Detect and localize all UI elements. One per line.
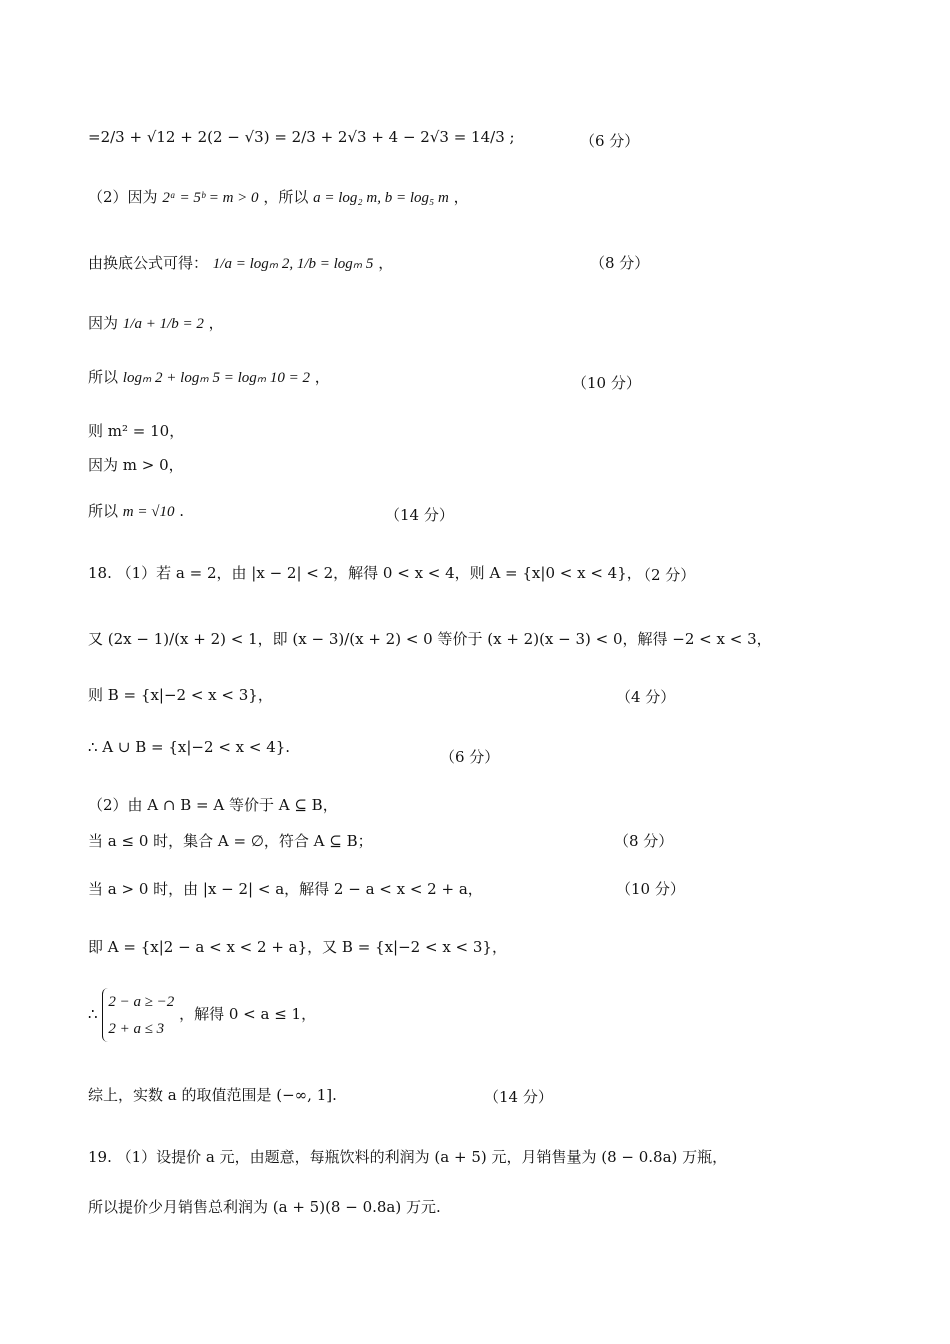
line-8-prefix: 所以 bbox=[88, 502, 119, 520]
text-line-7: 因为 m > 0， bbox=[88, 456, 184, 474]
score-2: （2 分） bbox=[636, 566, 696, 584]
text-line-9: 18. （1）若 a = 2，由 |x − 2| < 2，解得 0 < x < 4，则 A = {x|0 < x < 4}， bbox=[88, 564, 642, 582]
line-8-equation: m = √10 bbox=[122, 504, 175, 520]
line-4-equation: 1/a + 1/b = 2 bbox=[122, 316, 204, 332]
text-line-10: 又 (2x − 1)/(x + 2) < 1，即 (x − 3)/(x + 2) < 0 等价于 (x + 2)(x − 3) < 0，解得 −2 < x < 3， bbox=[88, 630, 772, 648]
text-line-11: 则 B = {x|−2 < x < 3}， bbox=[88, 686, 273, 704]
line-2-equation: 2ᵃ = 5ᵇ = m > 0 bbox=[162, 190, 259, 206]
line-8-end: . bbox=[179, 502, 185, 520]
text-line-17 bbox=[88, 988, 316, 1042]
text-line-6: 则 m² = 10， bbox=[88, 422, 185, 440]
inequality-system bbox=[102, 988, 174, 1042]
line-5-equation: logₘ 2 + logₘ 5 = logₘ 10 = 2 bbox=[122, 370, 310, 386]
text-line-8 bbox=[88, 500, 184, 523]
text-line-3 bbox=[88, 252, 393, 275]
text-line-2 bbox=[88, 186, 469, 209]
line-4-prefix: 因为 bbox=[88, 314, 119, 332]
text-line-16: 即 A = {x|2 − a < x < 2 + a}，又 B = {x|−2 < x < 3}， bbox=[88, 938, 507, 956]
score-6: （6 分） bbox=[580, 132, 640, 150]
score-10: （10 分） bbox=[572, 374, 641, 392]
therefore-symbol: ∴ bbox=[88, 1005, 98, 1023]
score-8b: （8 分） bbox=[614, 832, 674, 850]
line-5-end: ， bbox=[314, 368, 330, 386]
text-line-15: 当 a > 0 时，由 |x − 2| < a，解得 2 − a < x < 2 + a， bbox=[88, 880, 483, 898]
line-5-prefix: 所以 bbox=[88, 368, 119, 386]
line-2-prefix: （2）因为 bbox=[88, 188, 158, 206]
score-6b: （6 分） bbox=[440, 748, 500, 766]
text-line-4 bbox=[88, 312, 224, 335]
line-3-equation: 1/a = logₘ 2, 1/b = logₘ 5 bbox=[212, 256, 374, 272]
line-3-end: ， bbox=[378, 254, 394, 272]
score-8: （8 分） bbox=[590, 254, 650, 272]
score-10b: （10 分） bbox=[616, 880, 685, 898]
text-line-14: 当 a ≤ 0 时，集合 A = ∅，符合 A ⊆ B； bbox=[88, 832, 373, 850]
text-line-13: （2）由 A ∩ B = A 等价于 A ⊆ B， bbox=[88, 796, 338, 814]
equation-line-1: =2/3 + √12 + 2(2 − √3) = 2/3 + 2√3 + 4 − 2√3 = 14/3 ; bbox=[88, 128, 515, 146]
inequality-2: 2 + a ≤ 3 bbox=[108, 1021, 165, 1037]
text-line-19: 19. （1）设提价 a 元，由题意，每瓶饮料的利润为 (a + 5) 元，月销售量为 (8 − 0.8a) 万瓶， bbox=[88, 1148, 728, 1166]
line-2-mid: ，所以 bbox=[263, 188, 309, 206]
score-14b: （14 分） bbox=[484, 1088, 553, 1106]
score-4: （4 分） bbox=[616, 688, 676, 706]
line-2-result: a = log₂ m, b = log₅ m bbox=[313, 190, 449, 206]
line-2-end: ， bbox=[453, 188, 469, 206]
text-line-5 bbox=[88, 366, 330, 389]
line-17-end: ，解得 0 < a ≤ 1， bbox=[179, 1005, 317, 1023]
text-line-18: 综上，实数 a 的取值范围是 (−∞, 1]. bbox=[88, 1086, 337, 1104]
inequality-1: 2 − a ≥ −2 bbox=[108, 994, 175, 1010]
line-4-end: ， bbox=[208, 314, 224, 332]
line-3-prefix: 由换底公式可得： bbox=[88, 254, 209, 272]
text-line-20: 所以提价少月销售总利润为 (a + 5)(8 − 0.8a) 万元. bbox=[88, 1198, 441, 1216]
score-14: （14 分） bbox=[385, 506, 454, 524]
text-line-12: ∴ A ∪ B = {x|−2 < x < 4}. bbox=[88, 738, 291, 756]
